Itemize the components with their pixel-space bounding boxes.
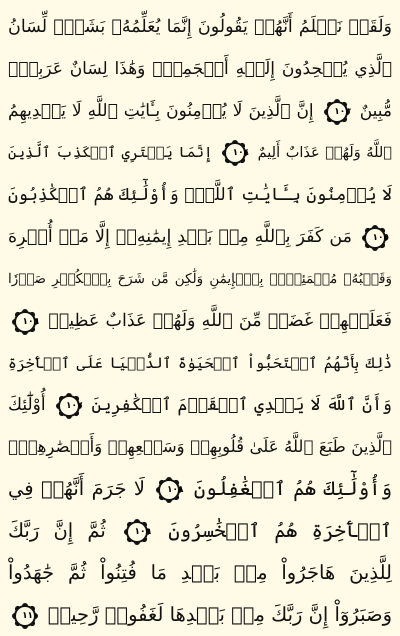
verse-text: أُوْلَٰٓئِكَ — [8, 395, 46, 415]
verse-text: لِلَّذِينَ هَاجَرُواْ مِنۢ بَعۡدِ مَا فُتِنُواْ ثُمَّ جَٰهَدُواْ — [8, 561, 392, 584]
verse-text: وَأُوْلَٰٓئِكَ هُمُ ٱلۡغَٰفِلُونَ — [193, 477, 392, 500]
verse-text: فَعَلَيۡهِمۡ غَضَبٞ مِّنَ ٱللَّهِ وَلَهُمۡ عَذَابٌ عَظِيمٞ — [48, 311, 392, 331]
verse-text: ٱلۡأٓخِرَةِ هُمُ ٱلۡخَٰسِرُونَ — [168, 519, 392, 542]
ayah-number: ١٠٧ — [66, 400, 83, 411]
verse-text: لَا جَرَمَ أَنَّهُمۡ فِي — [8, 477, 146, 500]
ayah-end-marker — [11, 602, 39, 630]
verse-line — [8, 384, 392, 426]
verse-line — [8, 552, 392, 594]
ayah-end-marker — [123, 518, 151, 546]
verse-line — [8, 594, 392, 636]
ayah-number: ١٠٩ — [134, 526, 152, 537]
ayah-number: ١١٠ — [22, 610, 39, 621]
ayah-end-marker — [323, 98, 351, 126]
verse-text: وَلَقَدۡ نَعۡلَمُ أَنَّهُمۡ يَقُولُونَ إِنَّمَا يُعَلِّمُهُۥ بَشَرٞۗ لِّسَانُ — [8, 17, 392, 37]
verse-line — [8, 216, 392, 258]
ayah-number: ١٠٦ — [22, 316, 39, 327]
verse-line — [8, 510, 392, 552]
verse-line — [8, 48, 392, 90]
verse-line — [8, 90, 392, 132]
verse-text: ذَٰلِكَ بِأَنَّهُمُ ٱسۡتَحَبُّواْ ٱلۡحَيَوٰةَ ٱلدُّنۡيَا عَلَى ٱلۡأٓخِرَةِ — [8, 354, 392, 372]
verse-line — [8, 468, 392, 510]
verse-text: ٱلَّذِي يُلۡحِدُونَ إِلَيۡهِ أَعۡجَمِيّٞ وَهَٰذَا لِسَانٌ عَرَبِيّٞ — [8, 59, 392, 79]
verse-text: ٱللَّهُ وَلَهُمۡ عَذَابٌ أَلِيمٌ — [257, 145, 392, 161]
verse-text: مَن كَفَرَ بِٱللَّهِ مِنۢ بَعۡدِ إِيمَٰنِهِۦٓ إِلَّا مَنۡ أُكۡرِهَ — [8, 227, 353, 247]
verse-text: وَصَبَرُوٓاْ إِنَّ رَبَّكَ مِنۢ بَعۡدِهَا لَغَفُورٞ رَّحِيمٞ — [47, 603, 392, 626]
ayah-end-marker — [55, 392, 83, 420]
verse-line — [8, 6, 392, 48]
verse-text: وَقَلۡبُهُۥ مُطۡمَئِنُّۢ بِٱلۡإِيمَٰنِ وَلَٰكِن مَّن شَرَحَ بِٱلۡكُفۡرِ صَدۡرٗا — [8, 271, 392, 287]
verse-line — [8, 426, 392, 468]
verse-line — [8, 174, 392, 216]
ayah-number: ١٠٣ — [334, 106, 351, 117]
verse-text: ثُمَّ إِنَّ رَبَّكَ — [8, 519, 106, 542]
verse-line — [8, 342, 392, 384]
verse-text: لَا يُؤۡمِنُونَ بِـَٔايَٰتِ ٱللَّهِۖ وَأُوْلَٰٓئِكَ هُمُ ٱلۡكَٰذِبُونَ — [8, 185, 392, 205]
ayah-end-marker — [155, 476, 183, 504]
verse-line — [8, 300, 392, 342]
verse-text: وَأَنَّ ٱللَّهَ لَا يَهۡدِي ٱلۡقَوۡمَ ٱلۡكَٰفِرِينَ — [91, 395, 392, 415]
ayah-number: ١٠٨ — [166, 484, 184, 495]
verse-text: إِنَّمَا يَفۡتَرِي ٱلۡكَذِبَ ٱلَّذِينَ — [8, 145, 213, 161]
ayah-number: ١٠٤ — [232, 148, 250, 158]
verse-text: ٱلَّذِينَ طَبَعَ ٱللَّهُ عَلَىٰ قُلُوبِهِمۡ وَسَمۡعِهِمۡ وَأَبۡصَٰرِهِمۡۖ — [8, 437, 392, 456]
ayah-end-marker — [221, 139, 249, 167]
verse-text: مُّبِينٌ — [359, 101, 392, 121]
verse-line — [8, 258, 392, 300]
ayah-number: ١٠٥ — [372, 232, 389, 243]
ayah-end-marker — [11, 308, 39, 336]
ayah-end-marker — [361, 224, 389, 252]
verse-line — [8, 132, 392, 174]
verse-text: إِنَّ ٱلَّذِينَ لَا يُؤۡمِنُونَ بِـَٔايَٰتِ ٱللَّهِ لَا يَهۡدِيهِمُ — [8, 101, 314, 121]
